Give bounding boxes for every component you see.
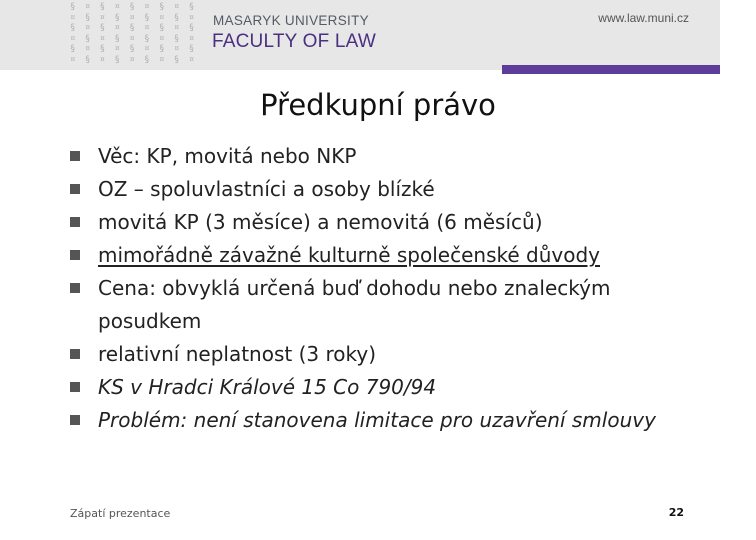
square-bullet-icon: [70, 184, 80, 194]
bullet-item: [70, 140, 680, 173]
bullet-text: OZ – spoluvlastníci a osoby blízké: [98, 177, 435, 201]
footer-text: Zápatí prezentace: [70, 507, 171, 520]
square-bullet-icon: [70, 217, 80, 227]
page-number: 22: [668, 506, 684, 519]
bullet-text: movitá KP (3 měsíce) a nemovitá (6 měsíců): [98, 210, 543, 234]
square-bullet-icon: [70, 415, 80, 425]
bullet-text: mimořádně závažné kulturně společenské důvody: [98, 243, 600, 267]
bullet-item: [70, 371, 680, 404]
university-name: MASARYK UNIVERSITY: [213, 13, 369, 28]
bullet-item: [70, 239, 680, 272]
slide-title: Předkupní právo: [260, 88, 496, 122]
accent-bar: [502, 65, 720, 74]
square-bullet-icon: [70, 382, 80, 392]
square-bullet-icon: [70, 151, 80, 161]
bullet-text: Problém: není stanovena limitace pro uzavření smlouvy: [98, 408, 656, 432]
bullet-text: Cena: obvyklá určená buď dohodu nebo znaleckým posudkem: [98, 276, 611, 333]
bullet-item: [70, 272, 680, 338]
square-bullet-icon: [70, 283, 80, 293]
bullet-text: relativní neplatnost (3 roky): [98, 342, 376, 366]
bullet-text: KS v Hradci Králové 15 Co 790/94: [98, 375, 437, 399]
bullet-item: [70, 206, 680, 239]
website-url[interactable]: www.law.muni.cz: [598, 11, 689, 25]
bullet-text: Věc: KP, movitá nebo NKP: [98, 144, 357, 168]
faculty-name: FACULTY OF LAW: [212, 31, 376, 52]
bullet-item: [70, 173, 680, 206]
bullet-item: [70, 338, 680, 371]
bullet-item: [70, 404, 680, 437]
square-bullet-icon: [70, 349, 80, 359]
university-logo-pattern: § ¤ § ¤ § ¤ § ¤ § ¤ § ¤ § ¤ § ¤ § ¤ § ¤ § ¤ § ¤ § ¤ § ¤ § ¤ § ¤ § ¤ § ¤ § ¤ § ¤ § ¤ § ¤ § ¤ § ¤ § ¤ § ¤ § ¤: [70, 2, 197, 65]
slide-header: [0, 0, 720, 70]
square-bullet-icon: [70, 250, 80, 260]
bullet-list: [70, 140, 680, 437]
